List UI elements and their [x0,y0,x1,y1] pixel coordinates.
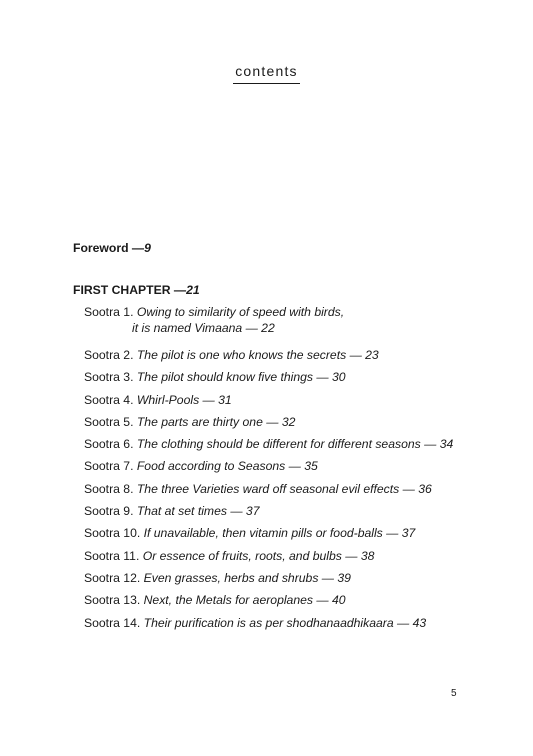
toc-entry[interactable]: Sootra 5. The parts are thirty one — 32 [84,414,296,429]
entry-label: Sootra 14. [84,615,144,630]
entry-title: Even grasses, herbs and shrubs [143,570,319,585]
entry-label: Sootra 9. [84,504,137,519]
toc-entry[interactable]: Sootra 13. Next, the Metals for aeroplanes — 40 [84,593,346,608]
entry-label: Sootra 4. [84,392,137,407]
toc-entry[interactable]: Sootra 4. Whirl-Pools — 31 [84,392,232,407]
entry-title: That at set times [136,504,227,519]
entry-title: The clothing should be different for different seasons [136,437,421,452]
entry-label: Sootra 13. [84,593,144,608]
entry-label: Sootra 2. [84,348,137,362]
page-title [0,63,533,84]
entry-title: Whirl-Pools [136,392,200,407]
chapter-label: FIRST CHAPTER [73,283,171,297]
entry-page: 36 [418,481,432,496]
toc-entry[interactable]: Sootra 12. Even grasses, herbs and shrubs — 39 [84,570,351,585]
entry-title: Their purification is as per shodhanaadhikaara [143,615,394,630]
toc-entry[interactable]: Sootra 10. If unavailable, then vitamin pills or food-balls — 37 [84,526,416,541]
entry-page: 37 [401,526,416,541]
foreword-label: Foreword [73,241,129,255]
page-number: 5 [451,688,457,699]
entry-title: The pilot should know five things [136,370,314,385]
entry-label: Sootra 10. [84,526,144,541]
entry-label: Sootra 7. [84,459,137,474]
entry-page: 39 [337,570,351,585]
entry-title: Next, the Metals for aeroplanes [143,593,313,608]
entry-page: 43 [412,615,427,630]
entry-page: 38 [360,548,375,563]
entry-label: Sootra 5. [84,414,137,429]
toc-entry[interactable]: Sootra 7. Food according to Seasons — 35 [84,459,318,474]
toc-entry[interactable]: Sootra 3. The pilot should know five things — 30 [84,370,346,385]
entry-page: 35 [304,459,318,474]
toc-foreword[interactable] [73,240,493,256]
entry-page: 30 [331,370,346,385]
entry-label: Sootra 3. [84,370,137,385]
toc-entries [84,304,493,631]
entry-title-continued: it is named Vimaana [132,321,243,335]
entry-label: Sootra 11. [84,548,143,563]
entry-title: The parts are thirty one [136,414,263,429]
entry-label: Sootra 1. [84,305,137,319]
entry-page: 40 [331,593,346,608]
entry-label: Sootra 12. [84,570,144,585]
toc-entry[interactable]: Sootra 14. Their purification is as per shodhanaadhikaara — 43 [84,615,427,630]
page-title-text: contents [233,63,300,84]
toc-entry[interactable]: Sootra 8. The three Varieties ward off seasonal evil effects — 36 [84,481,432,496]
toc-entry[interactable]: Sootra 9. That at set times — 37 [84,504,260,519]
entry-title: The three Varieties ward off seasonal evil effects [136,481,400,496]
toc-entry[interactable]: Sootra 1. Owing to similarity of speed with birds, it is named Vimaana — 22 [84,305,345,335]
toc-entry[interactable]: Sootra 6. The clothing should be different for different seasons — 34 [84,437,454,452]
entry-page: 23 [365,348,379,362]
entry-page: 22 [261,321,275,335]
entry-label: Sootra 6. [84,437,137,452]
entry-page: 34 [439,437,454,452]
entry-page: 37 [245,504,260,519]
entry-title: Owing to similarity of speed with birds, [136,305,345,319]
toc-entry[interactable]: Sootra 11. Or essence of fruits, roots, and bulbs — 38 [84,548,375,563]
entry-title: Or essence of fruits, roots, and bulbs [142,548,342,563]
toc-entry[interactable]: Sootra 2. The pilot is one who knows the secrets — 23 [84,348,379,362]
entry-page: 31 [218,392,232,407]
chapter-page: 21 [186,283,200,297]
entry-title: The pilot is one who knows the secrets [136,348,347,362]
entry-title: If unavailable, then vitamin pills or food-balls [143,526,383,541]
chapter-dash: — [170,283,187,297]
toc-chapter-first[interactable] [73,282,493,298]
entry-label: Sootra 8. [84,481,137,496]
entry-title: Food according to Seasons [136,459,286,474]
table-of-contents [73,240,493,637]
entry-page: 32 [281,414,296,429]
foreword-page: 9 [144,241,151,255]
foreword-dash: — [128,241,145,255]
